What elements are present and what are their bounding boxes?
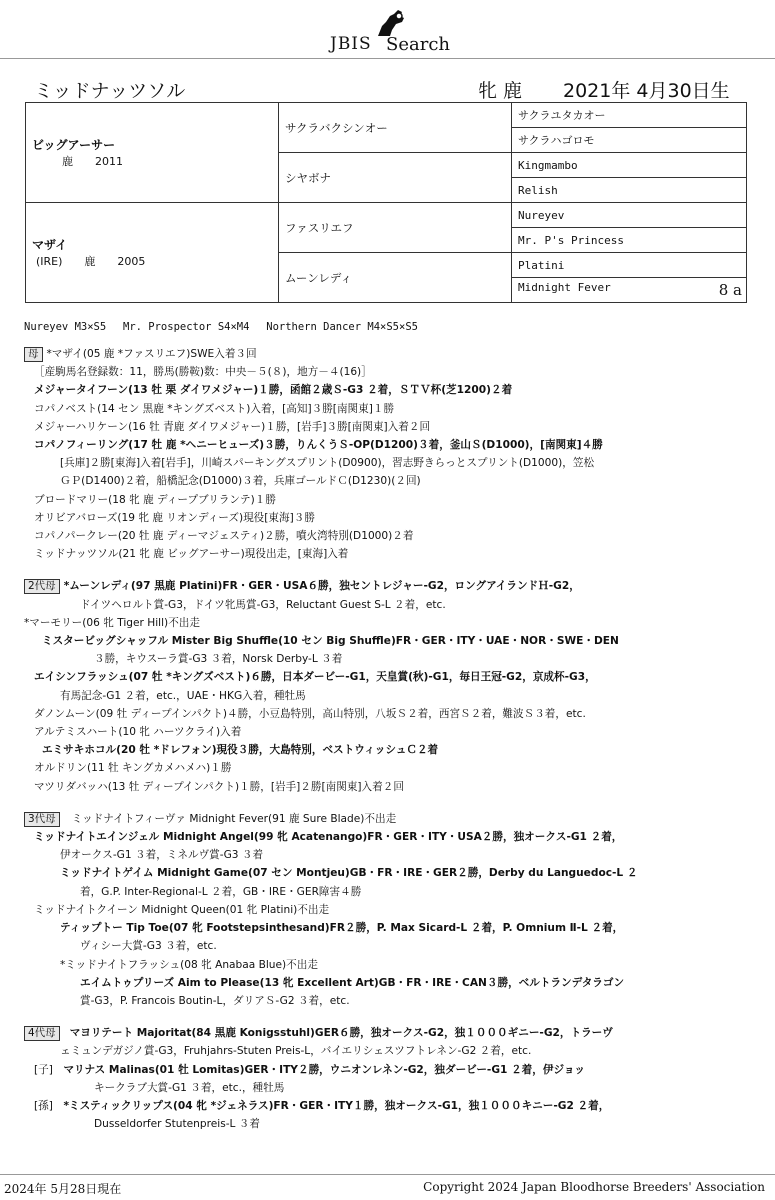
section3-line-3[interactable]: ミッドナイトゲイム Midnight Game(07 セン Montjeu)GB・FR・IRE・GER２勝，Derby du Languedoc-L ２ [60, 867, 638, 880]
section3-line-4: 着，G.P. Inter-Regional-L ２着，GB・IRE・GER障害４勝 [80, 885, 362, 898]
footer-copyright: Copyright 2024 Japan Bloodhorse Breeders' Association [423, 1180, 765, 1194]
section2-line-6: 有馬記念-G1 ２着，etc.，UAE・HKG入着，種牡馬 [60, 689, 306, 702]
section3-line-0: 3代母 ミッドナイトフィーヴァ Midnight Fever(91 鹿 Sure Blade)不出走 [24, 810, 754, 828]
section3-tag: 3代母 [24, 812, 60, 827]
section2-line-5[interactable]: エイシンフラッシュ(07 牡 *キングズベスト)６勝，日本ダービー-G1，天皇賞(秋)-G1，毎日王冠-G2，京成杯-G3， [34, 671, 596, 684]
section1-line-6: [兵庫]２勝[東海]入着[岩手]，川崎スパーキングスプリント(D0900)，習志野きらっとスプリント(D1000)，笠松 [60, 457, 595, 470]
pedigree-sire-sire[interactable]: サクラバクシンオー [279, 103, 512, 153]
section1-line-3[interactable]: コパノベスト(14 セン 黒鹿 *キングズベスト)入着，[高知]３勝[南関東]１勝 [34, 402, 395, 415]
pedigree-g3-7[interactable]: Platini [512, 253, 747, 278]
logo-search-text: Search [386, 34, 450, 55]
section4-line-7: Dusseldorfer Stutenpreis-L ３着 [94, 1118, 260, 1131]
horse-name: ミッドナッツソル [34, 80, 186, 102]
pedigree-dam-dam[interactable]: ムーンレディ [279, 253, 512, 303]
pedigree-g3-8[interactable] [512, 278, 747, 303]
section2-line-4: ３勝，キウスーラ賞-G3 ３着，Norsk Derby-L ３着 [94, 653, 343, 666]
pedigree-table [25, 102, 747, 303]
section3-line-2: 伊オークス-G1 ３着，ミネルヴ賞-G3 ３着 [60, 849, 264, 862]
horse-birthdate: 2021年 4月30日生 [563, 80, 730, 102]
section2-line-10[interactable]: オルドリン(11 牡 キングカメハメハ)１勝 [34, 762, 232, 775]
pedigree-g3-6[interactable]: Mr. P's Princess [512, 228, 747, 253]
section1-line-5[interactable]: コパノフィーリング(17 牡 鹿 *ヘニーヒューズ)３勝，りんくうＳ-OP(D1200)３着，釜山Ｓ(D1000)，[南関東]４勝 [34, 439, 603, 452]
section3-line-8[interactable]: *ミッドナイトフラッシュ(08 牝 Anabaa Blue)不出走 [60, 958, 318, 971]
section1-line-8[interactable]: ブロードマリー(18 牝 鹿 ディープブリランテ)１勝 [34, 493, 276, 506]
section1-line-4[interactable]: メジャーハリケーン(16 牡 青鹿 ダイワメジャー)１勝，[岩手]３勝[南関東]入着２回 [34, 420, 431, 433]
section2-tag: 2代母 [24, 579, 60, 594]
pedigree-dam[interactable] [26, 203, 279, 303]
pedigree-g3-4[interactable]: Relish [512, 178, 747, 203]
footer-divider [0, 1174, 775, 1175]
section2-line-8[interactable]: アルテミスハート(10 牝 ハーツクライ)入着 [34, 726, 242, 739]
section4-line-0[interactable]: 4代母 マヨリテート Majoritat(84 黒鹿 Konigsstuhl)GER６勝，独オークス-G2，独１０００ギニー-G2，トラーヴ [24, 1024, 754, 1042]
section2-line-11[interactable]: マツリダバッハ(13 牡 ディープインパクト)１勝，[岩手]２勝[南関東]入着２回 [34, 780, 404, 793]
section2-line-7[interactable]: ダノンムーン(09 牡 ディープインパクト)４勝，小豆島特別，高山特別，八坂Ｓ２着，西宮Ｓ２着，難波Ｓ３着，etc. [34, 707, 586, 720]
pedigree-g3-5[interactable]: Nureyev [512, 203, 747, 228]
dam-name: マザイ [32, 238, 68, 252]
section2-line-3[interactable]: ミスタービッグシャッフル Mister Big Shuffle(10 セン Big Shuffle)FR・GER・ITY・UAE・NOR・SWE・DEN [42, 635, 619, 648]
g3-8-name: Midnight Fever [518, 281, 611, 294]
section4-line-3[interactable]: [子] マリナス Malinas(01 牡 Lomitas)GER・ITY２勝，ウニオンレネン-G2，独ダービー-G1 ２着，伊ジョッ [34, 1063, 586, 1076]
horse-sex-color: 牝 鹿 [478, 80, 523, 102]
jbis-search-logo[interactable] [330, 8, 470, 56]
section1-line-7: ＧＰ(D1400)２着，船橋記念(D1000)３着，兵庫ゴールドＣ(D1230)(２回) [60, 475, 421, 488]
section1-tag: 母 [24, 347, 43, 362]
section1-line-1: ［産駒馬名登録数：11，勝馬(勝鞍)数：中央－５(８)，地方－４(16)］ [34, 366, 372, 379]
section2-line-9[interactable]: エミサキホコル(20 牡 *ドレフォン)現役３勝，大島特別，ベストウィッシュＣ２着 [42, 744, 439, 757]
section3-line-6[interactable]: ティップトー Tip Toe(07 牝 Footstepsinthesand)FR２勝，P. Max Sicard-L ２着，P. Omnium Ⅱ-L ２着， [60, 922, 624, 935]
section2-line-1: ドイツヘロルト賞-G3，ドイツ牝馬賞-G3，Reluctant Guest S-L ２着，etc. [80, 598, 446, 611]
section3-line-9[interactable]: エイムトゥプリーズ Aim to Please(13 牝 Excellent Art)GB・FR・IRE・CAN３勝，ベルトランデタラゴン [80, 976, 625, 989]
footer-date: 2024年 5月28日現在 [4, 1182, 122, 1196]
pedigree-dam-sire[interactable]: ファスリエフ [279, 203, 512, 253]
grandchild-label: [孫] [34, 1099, 53, 1112]
section1-line-2[interactable]: メジャータイフーン(13 牡 栗 ダイワメジャー)１勝，函館２歳Ｓ-G3 ２着，ＳＴＶ杯(芝1200)２着 [34, 384, 513, 397]
section1-line-11[interactable]: ミッドナッツソル(21 牝 鹿 ビッグアーサー)現役出走，[東海]入着 [34, 548, 349, 561]
section2-line-2[interactable]: *マーモリー(06 牝 Tiger Hill)不出走 [24, 616, 200, 629]
family-record [24, 345, 754, 1133]
sire-info: 鹿 2011 [62, 155, 123, 168]
section1-line-10[interactable]: コパノパークレー(20 牡 鹿 ディーマジェスティ)２勝，噴火湾特別(D1000)２着 [34, 530, 414, 543]
family-number: 8 a [718, 281, 742, 299]
pedigree-g3-2[interactable]: サクラハゴロモ [512, 128, 747, 153]
logo-jbis-text: JBIS [330, 34, 372, 54]
pedigree-sire[interactable] [26, 103, 279, 203]
inbreeding-cross: Nureyev M3×S5 Mr. Prospector S4×M4 Northern Dancer M4×S5×S5 [24, 321, 418, 333]
pedigree-g3-3[interactable]: Kingmambo [512, 153, 747, 178]
section3-line-5[interactable]: ミッドナイトクイーン Midnight Queen(01 牝 Platini)不出走 [34, 903, 330, 916]
dam-info: (IRE) 鹿 2005 [36, 255, 146, 268]
section4-tag: 4代母 [24, 1026, 60, 1041]
section3-line-7: ヴィシー大賞-G3 ３着，etc. [80, 940, 217, 953]
section2-line-0[interactable]: 2代母 *ムーンレディ(97 黒鹿 Platini)FR・GER・USA６勝，独セントレジャー-G2，ロングアイランドＨ-G2， [24, 577, 754, 595]
section3-line-1[interactable]: ミッドナイトエインジェル Midnight Angel(99 牝 Acatenango)FR・GER・ITY・USA２勝，独オークス-G1 ２着， [34, 831, 623, 844]
section4-line-4: キークラブ大賞-G1 ３着，etc.，種牡馬 [94, 1081, 285, 1094]
pedigree-sire-dam[interactable]: シヤボナ [279, 153, 512, 203]
pedigree-g3-1[interactable]: サクラユタカオー [512, 103, 747, 128]
child-label: [子] [34, 1063, 53, 1076]
section4-line-6[interactable]: [孫] *ミスティックリップス(04 牝 *ジェネラス)FR・GER・ITY１勝，独オークス-G1，独１０００キニー-G2 ２着， [34, 1099, 610, 1112]
section1-line-9[interactable]: オリビアバローズ(19 牝 鹿 リオンディーズ)現役[東海]３勝 [34, 511, 315, 524]
header-divider [0, 58, 775, 59]
section1-line-0: 母 *マザイ(05 鹿 *ファスリエフ)SWE入着３回 [24, 345, 754, 363]
sire-name: ビッグアーサー [32, 138, 116, 152]
section4-line-1: ェミュンデガジノ賞-G3，Fruhjahrs-Stuten Preis-L，バイエリシェスツフトレネン-G2 ２着，etc. [60, 1045, 532, 1058]
section3-line-10: 賞-G3，P. Francois Boutin-L，ダリアＳ-G2 ３着，etc. [80, 994, 350, 1007]
